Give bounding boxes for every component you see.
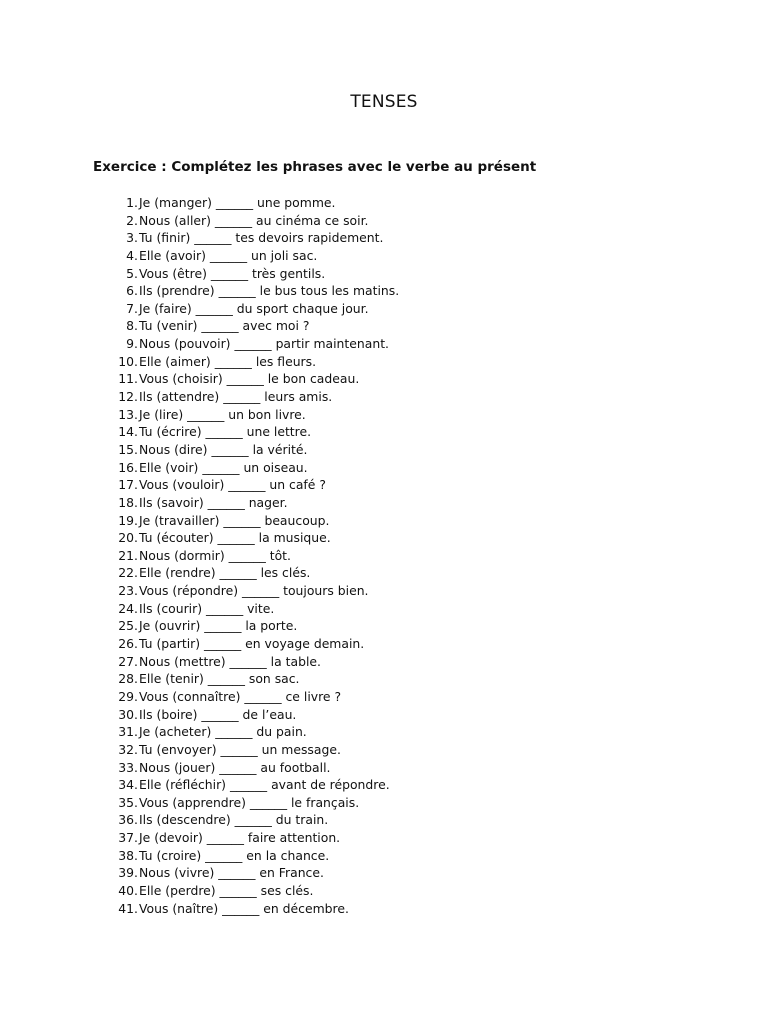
exercise-item-number: 32. <box>118 741 138 757</box>
exercise-item <box>108 723 399 741</box>
exercise-item-number: 25. <box>118 618 138 634</box>
exercise-item <box>108 212 399 230</box>
exercise-item-text: Je (ouvrir) ______ la porte. <box>139 618 298 634</box>
exercise-item <box>108 247 399 265</box>
exercise-item-text: Ils (courir) ______ vite. <box>139 600 275 616</box>
exercise-item-number: 35. <box>118 794 138 810</box>
exercise-item-text: Nous (jouer) ______ au football. <box>139 759 331 775</box>
exercise-item-text: Nous (vivre) ______ en France. <box>139 865 324 881</box>
exercise-item <box>108 529 399 547</box>
exercise-item-text: Vous (vouloir) ______ un café ? <box>139 477 326 493</box>
exercise-item <box>108 670 399 688</box>
exercise-item <box>108 512 399 530</box>
exercise-item-number: 23. <box>118 583 138 599</box>
exercise-item-number: 3. <box>126 230 138 246</box>
exercise-item <box>108 741 399 759</box>
exercise-item-text: Tu (écouter) ______ la musique. <box>139 530 331 546</box>
exercise-item <box>108 829 399 847</box>
exercise-item <box>108 811 399 829</box>
exercise-item-number: 13. <box>118 406 138 422</box>
exercise-item-number: 9. <box>126 336 138 352</box>
exercise-item-text: Ils (savoir) ______ nager. <box>139 494 288 510</box>
exercise-item-text: Nous (mettre) ______ la table. <box>139 653 321 669</box>
exercise-item-number: 18. <box>118 494 138 510</box>
exercise-item-number: 17. <box>118 477 138 493</box>
exercise-item-text: Tu (venir) ______ avec moi ? <box>139 318 310 334</box>
exercise-item-text: Vous (naître) ______ en décembre. <box>139 900 349 916</box>
exercise-item-text: Vous (être) ______ très gentils. <box>139 265 326 281</box>
exercise-item-text: Je (travailler) ______ beaucoup. <box>139 512 330 528</box>
exercise-item-number: 24. <box>118 600 138 616</box>
exercise-item-number: 15. <box>118 441 138 457</box>
exercise-item-number: 41. <box>118 900 138 916</box>
exercise-item <box>108 494 399 512</box>
exercise-item <box>108 653 399 671</box>
exercise-item-number: 31. <box>118 724 138 740</box>
exercise-item <box>108 370 399 388</box>
exercise-item-number: 11. <box>118 371 138 387</box>
exercise-item-number: 26. <box>118 636 138 652</box>
exercise-item-number: 10. <box>118 353 138 369</box>
exercise-item-text: Elle (perdre) ______ ses clés. <box>139 882 314 898</box>
exercise-item <box>108 706 399 724</box>
exercise-heading: Exercice : Complétez les phrases avec le verbe au présent <box>93 159 537 175</box>
exercise-item <box>108 459 399 477</box>
exercise-item-text: Tu (envoyer) ______ un message. <box>139 741 341 757</box>
exercise-item <box>108 794 399 812</box>
exercise-item <box>108 353 399 371</box>
exercise-item-text: Nous (pouvoir) ______ partir maintenant. <box>139 336 389 352</box>
exercise-item <box>108 317 399 335</box>
exercise-item-number: 27. <box>118 653 138 669</box>
exercise-item-text: Elle (aimer) ______ les fleurs. <box>139 353 317 369</box>
exercise-item-text: Vous (connaître) ______ ce livre ? <box>139 688 342 704</box>
exercise-item <box>108 582 399 600</box>
exercise-item <box>108 406 399 424</box>
exercise-item <box>108 617 399 635</box>
exercise-item-number: 14. <box>118 424 138 440</box>
exercise-item <box>108 688 399 706</box>
exercise-item <box>108 388 399 406</box>
exercise-item-text: Elle (réfléchir) ______ avant de répondre. <box>139 777 390 793</box>
exercise-item-number: 7. <box>126 300 138 316</box>
exercise-item-number: 16. <box>118 459 138 475</box>
exercise-item-number: 30. <box>118 706 138 722</box>
exercise-item-number: 40. <box>118 882 138 898</box>
exercise-item <box>108 600 399 618</box>
exercise-item <box>108 564 399 582</box>
exercise-item-number: 4. <box>126 247 138 263</box>
exercise-item-number: 1. <box>126 195 138 210</box>
exercise-item <box>108 441 399 459</box>
exercise-item <box>108 864 399 882</box>
exercise-item-text: Je (lire) ______ un bon livre. <box>139 406 306 422</box>
exercise-item-number: 21. <box>118 547 138 563</box>
exercise-item <box>108 547 399 565</box>
exercise-item-text: Vous (choisir) ______ le bon cadeau. <box>139 371 360 387</box>
exercise-item-text: Vous (répondre) ______ toujours bien. <box>139 583 369 599</box>
exercise-item-text: Elle (voir) ______ un oiseau. <box>139 459 308 475</box>
exercise-item-number: 20. <box>118 530 138 546</box>
exercise-item-number: 37. <box>118 830 138 846</box>
exercise-item-number: 29. <box>118 688 138 704</box>
exercise-item <box>108 635 399 653</box>
exercise-item-text: Nous (aller) ______ au cinéma ce soir. <box>139 212 369 228</box>
exercise-item-text: Nous (dormir) ______ tôt. <box>139 547 291 563</box>
exercise-item-text: Nous (dire) ______ la vérité. <box>139 441 308 457</box>
exercise-item-number: 38. <box>118 847 138 863</box>
exercise-item-text: Ils (prendre) ______ le bus tous les matins. <box>139 283 400 299</box>
exercise-item-number: 36. <box>118 812 138 828</box>
exercise-item <box>108 265 399 283</box>
exercise-list <box>108 194 399 917</box>
exercise-item <box>108 423 399 441</box>
exercise-item-text: Ils (attendre) ______ leurs amis. <box>139 389 333 405</box>
exercise-item-text: Elle (rendre) ______ les clés. <box>139 565 311 581</box>
exercise-item-number: 5. <box>126 265 138 281</box>
exercise-item-text: Je (acheter) ______ du pain. <box>139 724 307 740</box>
exercise-item <box>108 847 399 865</box>
exercise-item-text: Je (manger) ______ une pomme. <box>139 195 336 210</box>
exercise-item-text: Tu (partir) ______ en voyage demain. <box>139 636 365 652</box>
exercise-item-text: Tu (écrire) ______ une lettre. <box>139 424 312 440</box>
exercise-item <box>108 335 399 353</box>
exercise-item <box>108 300 399 318</box>
exercise-item-text: Tu (croire) ______ en la chance. <box>139 847 330 863</box>
exercise-item-number: 22. <box>118 565 138 581</box>
exercise-item-number: 33. <box>118 759 138 775</box>
exercise-item-number: 12. <box>118 389 138 405</box>
exercise-item-text: Ils (descendre) ______ du train. <box>139 812 329 828</box>
exercise-item-text: Vous (apprendre) ______ le français. <box>139 794 360 810</box>
exercise-item-number: 28. <box>118 671 138 687</box>
exercise-item <box>108 882 399 900</box>
exercise-item-text: Elle (tenir) ______ son sac. <box>139 671 300 687</box>
page-title: TENSES <box>350 92 418 112</box>
exercise-item <box>108 759 399 777</box>
exercise-item <box>108 229 399 247</box>
exercise-item-number: 8. <box>126 318 138 334</box>
exercise-item-text: Je (faire) ______ du sport chaque jour. <box>139 300 369 316</box>
exercise-item-text: Ils (boire) ______ de l’eau. <box>139 706 297 722</box>
exercise-item-number: 2. <box>126 212 138 228</box>
exercise-item-number: 19. <box>118 512 138 528</box>
exercise-item <box>108 476 399 494</box>
exercise-item-text: Elle (avoir) ______ un joli sac. <box>139 247 318 263</box>
exercise-item-text: Je (devoir) ______ faire attention. <box>139 830 341 846</box>
exercise-item-number: 34. <box>118 777 138 793</box>
exercise-item <box>108 776 399 794</box>
exercise-item-number: 39. <box>118 865 138 881</box>
exercise-item-text: Tu (finir) ______ tes devoirs rapidement. <box>139 230 384 246</box>
exercise-item-number: 6. <box>126 283 138 299</box>
exercise-item <box>108 282 399 300</box>
exercise-item <box>108 900 399 918</box>
exercise-item <box>108 194 399 212</box>
